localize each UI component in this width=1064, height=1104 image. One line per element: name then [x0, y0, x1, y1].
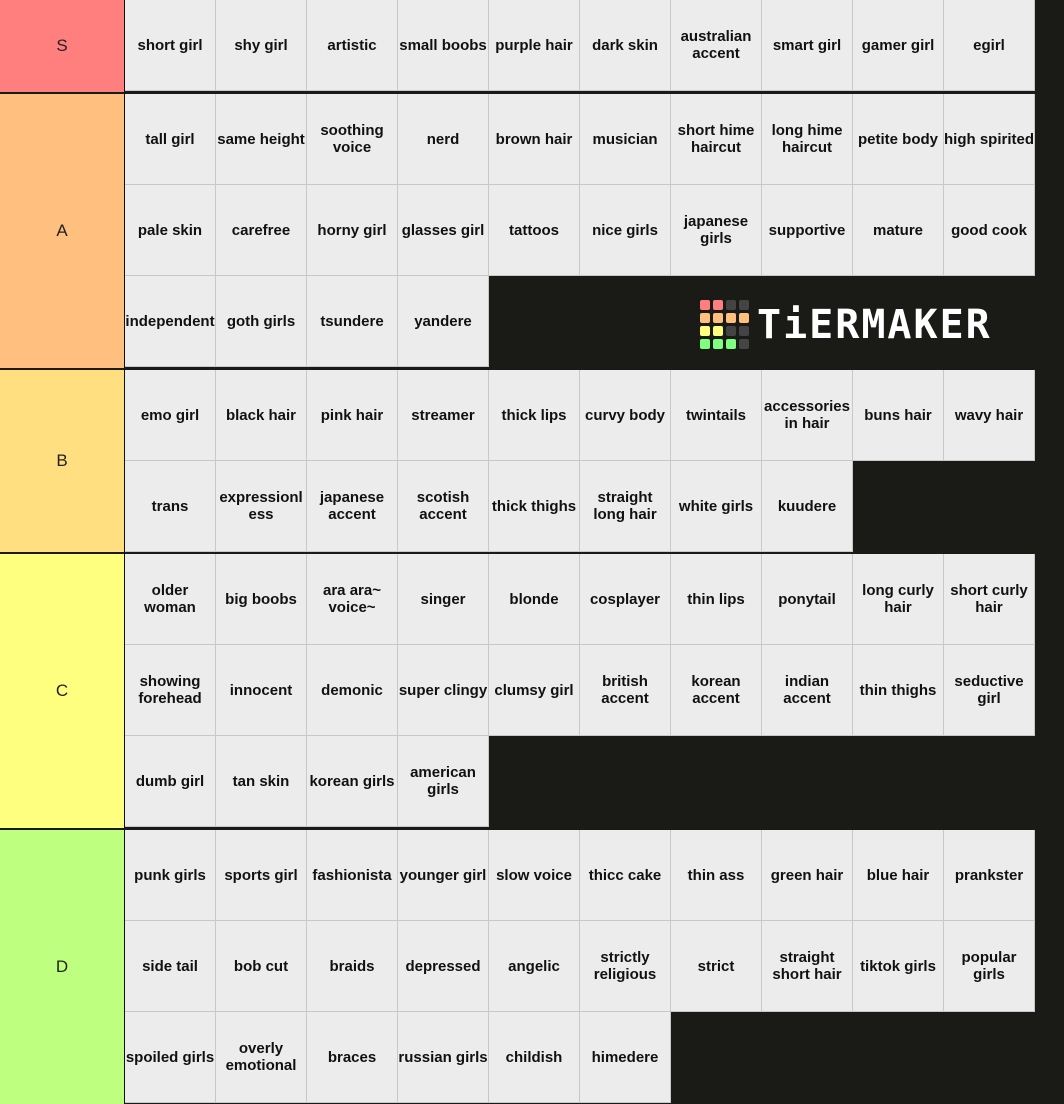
- tier-row-s: [0, 0, 1064, 92]
- tier-row-a: [0, 94, 1064, 368]
- tier-item[interactable]: trans: [125, 461, 216, 552]
- tier-items: [125, 830, 1036, 1104]
- tier-item[interactable]: long hime haircut: [762, 94, 853, 185]
- tier-item[interactable]: expressionless: [216, 461, 307, 552]
- tier-item[interactable]: wavy hair: [944, 370, 1035, 461]
- tier-label[interactable]: D: [0, 830, 125, 1104]
- tier-item[interactable]: overly emotional: [216, 1012, 307, 1103]
- tier-row-b: [0, 370, 1064, 552]
- tier-item[interactable]: ara ara~ voice~: [307, 554, 398, 645]
- tier-item[interactable]: soothing voice: [307, 94, 398, 185]
- tier-item[interactable]: depressed: [398, 921, 489, 1012]
- tier-items: [125, 370, 1036, 552]
- tier-item[interactable]: pale skin: [125, 185, 216, 276]
- tier-label[interactable]: S: [0, 0, 125, 92]
- tier-item[interactable]: older woman: [125, 554, 216, 645]
- tier-item[interactable]: super clingy: [398, 645, 489, 736]
- tier-item[interactable]: innocent: [216, 645, 307, 736]
- tier-item[interactable]: cosplayer: [580, 554, 671, 645]
- tier-item[interactable]: gamer girl: [853, 0, 944, 91]
- tier-item[interactable]: black hair: [216, 370, 307, 461]
- tier-item[interactable]: strictly religious: [580, 921, 671, 1012]
- tier-item[interactable]: blonde: [489, 554, 580, 645]
- tier-item[interactable]: bob cut: [216, 921, 307, 1012]
- tier-item[interactable]: australian accent: [671, 0, 762, 91]
- tier-item[interactable]: korean accent: [671, 645, 762, 736]
- tier-item[interactable]: tall girl: [125, 94, 216, 185]
- tier-item[interactable]: kuudere: [762, 461, 853, 552]
- tier-item[interactable]: scotish accent: [398, 461, 489, 552]
- tier-item[interactable]: spoiled girls: [125, 1012, 216, 1103]
- tier-item[interactable]: clumsy girl: [489, 645, 580, 736]
- tier-item[interactable]: twintails: [671, 370, 762, 461]
- tier-item[interactable]: thick thighs: [489, 461, 580, 552]
- tier-item[interactable]: dark skin: [580, 0, 671, 91]
- tier-item[interactable]: seductive girl: [944, 645, 1035, 736]
- tier-item[interactable]: straight short hair: [762, 921, 853, 1012]
- tier-item[interactable]: japanese accent: [307, 461, 398, 552]
- tier-item[interactable]: horny girl: [307, 185, 398, 276]
- tier-item[interactable]: petite body: [853, 94, 944, 185]
- tier-item[interactable]: short girl: [125, 0, 216, 91]
- tier-item[interactable]: egirl: [944, 0, 1035, 91]
- tier-item[interactable]: tsundere: [307, 276, 398, 367]
- tier-item[interactable]: supportive: [762, 185, 853, 276]
- tier-item[interactable]: thicc cake: [580, 830, 671, 921]
- tier-item[interactable]: thin thighs: [853, 645, 944, 736]
- tier-items: [125, 94, 1036, 368]
- tier-item[interactable]: goth girls: [216, 276, 307, 367]
- tier-item[interactable]: tiktok girls: [853, 921, 944, 1012]
- tier-row-c: [0, 554, 1064, 828]
- tier-item[interactable]: independent: [125, 276, 216, 367]
- tier-items: [125, 554, 1036, 828]
- tier-item[interactable]: streamer: [398, 370, 489, 461]
- tier-item[interactable]: good cook: [944, 185, 1035, 276]
- tier-item[interactable]: high spirited: [944, 94, 1035, 185]
- tier-item[interactable]: carefree: [216, 185, 307, 276]
- tier-label[interactable]: A: [0, 94, 125, 368]
- tier-item[interactable]: shy girl: [216, 0, 307, 91]
- tier-item[interactable]: mature: [853, 185, 944, 276]
- tier-item[interactable]: indian accent: [762, 645, 853, 736]
- tier-item[interactable]: side tail: [125, 921, 216, 1012]
- tier-item[interactable]: demonic: [307, 645, 398, 736]
- tier-item[interactable]: white girls: [671, 461, 762, 552]
- tier-item[interactable]: punk girls: [125, 830, 216, 921]
- tier-item[interactable]: buns hair: [853, 370, 944, 461]
- tier-item[interactable]: popular girls: [944, 921, 1035, 1012]
- tier-item[interactable]: sports girl: [216, 830, 307, 921]
- tier-item[interactable]: same height: [216, 94, 307, 185]
- tier-item[interactable]: smart girl: [762, 0, 853, 91]
- tier-item[interactable]: japanese girls: [671, 185, 762, 276]
- tier-item[interactable]: childish: [489, 1012, 580, 1103]
- tier-item[interactable]: ponytail: [762, 554, 853, 645]
- tier-item[interactable]: big boobs: [216, 554, 307, 645]
- tier-item[interactable]: pink hair: [307, 370, 398, 461]
- tier-item[interactable]: curvy body: [580, 370, 671, 461]
- tier-row-d: [0, 830, 1064, 1104]
- tier-item[interactable]: blue hair: [853, 830, 944, 921]
- tier-item[interactable]: strict: [671, 921, 762, 1012]
- tier-item[interactable]: prankster: [944, 830, 1035, 921]
- tier-item[interactable]: showing forehead: [125, 645, 216, 736]
- tier-item[interactable]: accessories in hair: [762, 370, 853, 461]
- tier-item[interactable]: straight long hair: [580, 461, 671, 552]
- tier-label[interactable]: B: [0, 370, 125, 552]
- tier-item[interactable]: nerd: [398, 94, 489, 185]
- watermark-text: TiERMAKER: [757, 301, 992, 348]
- tier-item[interactable]: emo girl: [125, 370, 216, 461]
- tier-item[interactable]: musician: [580, 94, 671, 185]
- tier-item[interactable]: small boobs: [398, 0, 489, 91]
- tier-item[interactable]: green hair: [762, 830, 853, 921]
- tier-item[interactable]: thick lips: [489, 370, 580, 461]
- tier-item[interactable]: russian girls: [398, 1012, 489, 1103]
- tier-item[interactable]: singer: [398, 554, 489, 645]
- tier-item[interactable]: short curly hair: [944, 554, 1035, 645]
- tier-item[interactable]: tattoos: [489, 185, 580, 276]
- tier-item[interactable]: dumb girl: [125, 736, 216, 827]
- tier-item[interactable]: yandere: [398, 276, 489, 367]
- tier-item[interactable]: korean girls: [307, 736, 398, 827]
- tier-item[interactable]: british accent: [580, 645, 671, 736]
- tier-item[interactable]: braces: [307, 1012, 398, 1103]
- tier-item[interactable]: angelic: [489, 921, 580, 1012]
- tier-item[interactable]: thin lips: [671, 554, 762, 645]
- tier-item[interactable]: long curly hair: [853, 554, 944, 645]
- tier-item[interactable]: thin ass: [671, 830, 762, 921]
- tier-item[interactable]: fashionista: [307, 830, 398, 921]
- tier-item[interactable]: glasses girl: [398, 185, 489, 276]
- tier-label[interactable]: C: [0, 554, 125, 828]
- tier-item[interactable]: nice girls: [580, 185, 671, 276]
- tier-items: [125, 0, 1036, 92]
- tier-item[interactable]: artistic: [307, 0, 398, 91]
- tier-item[interactable]: purple hair: [489, 0, 580, 91]
- tier-item[interactable]: tan skin: [216, 736, 307, 827]
- tier-item[interactable]: slow voice: [489, 830, 580, 921]
- tier-item[interactable]: braids: [307, 921, 398, 1012]
- tier-item[interactable]: himedere: [580, 1012, 671, 1103]
- tier-item[interactable]: younger girl: [398, 830, 489, 921]
- tier-item[interactable]: short hime haircut: [671, 94, 762, 185]
- tier-item[interactable]: brown hair: [489, 94, 580, 185]
- tier-item[interactable]: american girls: [398, 736, 489, 827]
